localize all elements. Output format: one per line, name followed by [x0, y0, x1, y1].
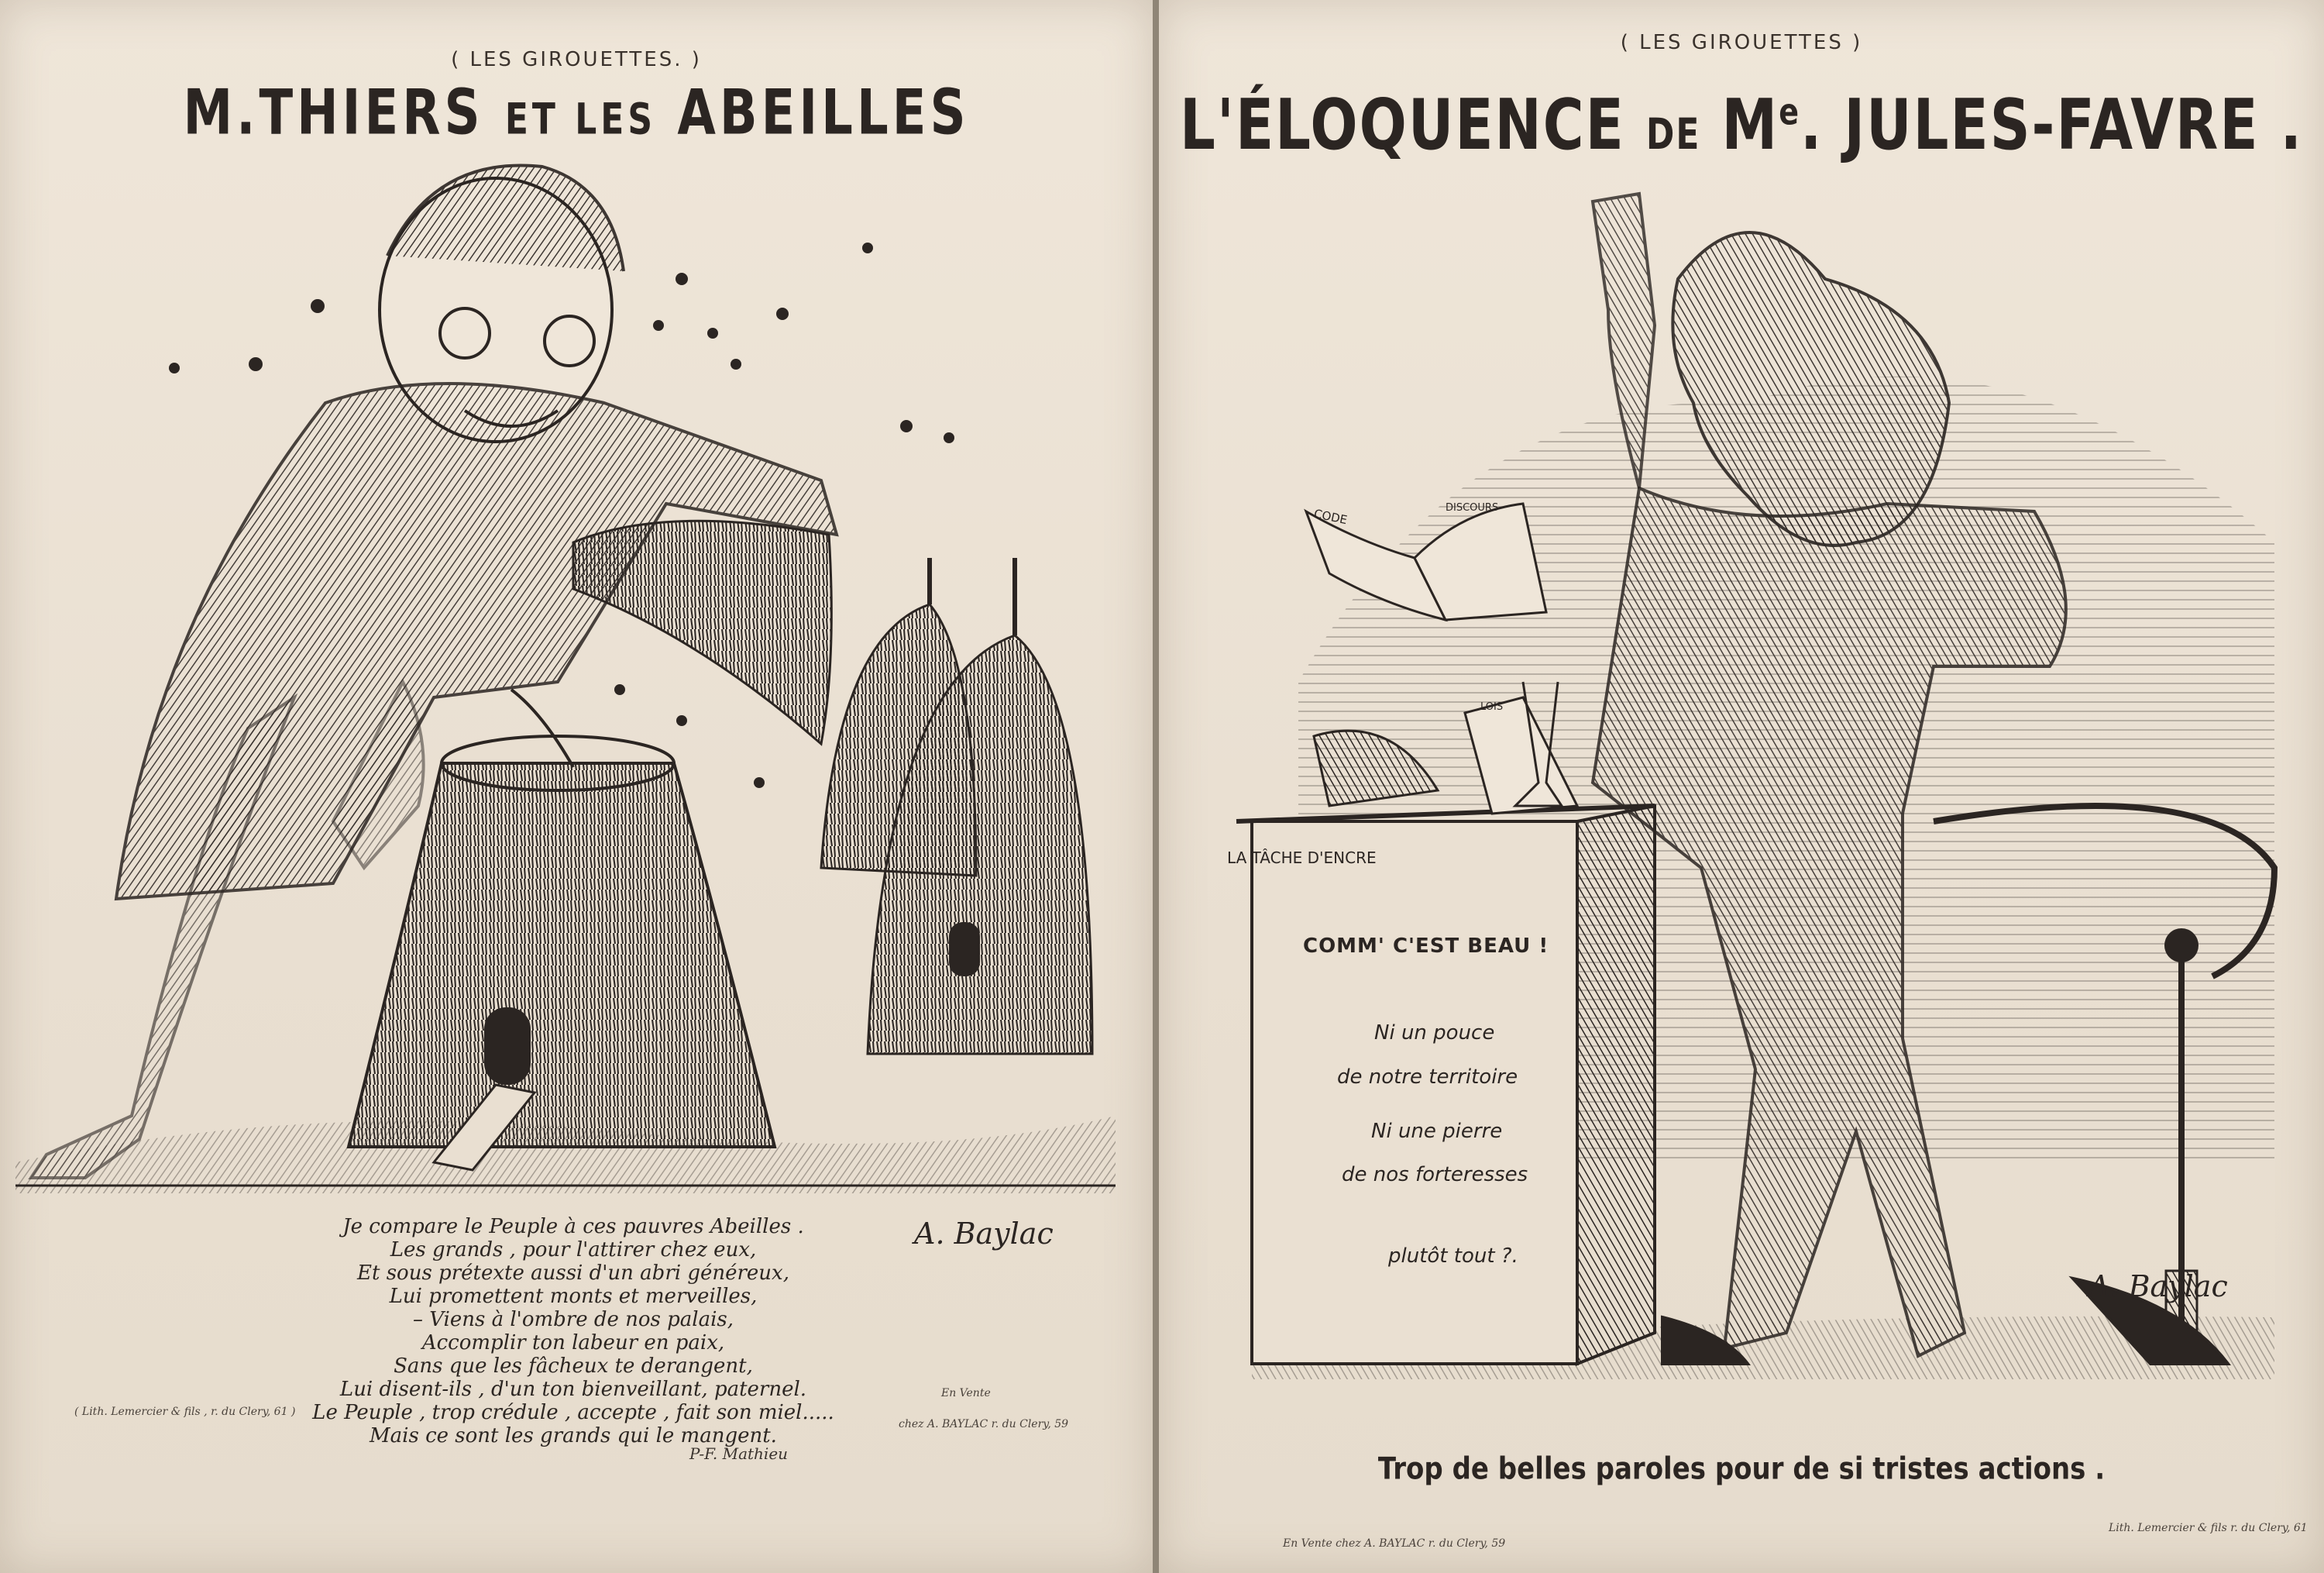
- poem-line: Je compare le Peuple à ces pauvres Abeilles .: [342, 1215, 804, 1238]
- left-title-part2: ABEILLES: [677, 77, 970, 150]
- paper-label: DISCOURS: [1446, 502, 1499, 514]
- poem-line: Et sous prétexte aussi d'un abri généreux,: [357, 1261, 789, 1285]
- poem-line: Les grands , pour l'attirer chez eux,: [390, 1238, 757, 1261]
- left-poem: [294, 1215, 852, 1447]
- right-title-part2: M: [1721, 84, 1779, 165]
- left-imprint-lithographer: ( Lith. Lemercier & fils , r. du Clery, 61 ): [74, 1406, 296, 1418]
- jules-favre-illustration: [1159, 0, 2324, 1573]
- plaque-line: de notre territoire: [1337, 1065, 1518, 1089]
- right-title-sup: e: [1779, 90, 1800, 133]
- poem-line: Lui disent-ils , d'un ton bienveillant, paternel.: [339, 1378, 807, 1401]
- right-imprint-publisher: En Vente chez A. BAYLAC r. du Clery, 59: [1283, 1537, 1506, 1550]
- right-title-part1: L'ÉLOQUENCE: [1180, 84, 1625, 165]
- plaque-line: Ni une pierre: [1371, 1120, 1503, 1143]
- right-print-sheet: [1159, 0, 2324, 1573]
- plaque-line: Ni un pouce: [1374, 1021, 1495, 1045]
- left-imprint-publisher: chez A. BAYLAC r. du Clery, 59: [899, 1418, 1069, 1430]
- right-title-joiner: DE: [1645, 109, 1701, 160]
- left-imprint-vente: En Vente: [941, 1387, 991, 1399]
- background-beehives: [821, 558, 1092, 1054]
- right-title-end: .: [2280, 84, 2303, 165]
- right-artist-signature: A. Baylac: [2089, 1269, 2228, 1303]
- book-label: CODE: [1312, 506, 1349, 528]
- poem-line: Le Peuple , trop crédule , accepte , fait son miel.....: [312, 1401, 834, 1424]
- poem-line: Sans que les fâcheux te derangent,: [394, 1354, 753, 1378]
- left-series-label: ( LES GIROUETTES. ): [451, 48, 702, 71]
- right-series-label: ( LES GIROUETTES ): [1620, 31, 1863, 54]
- left-print-sheet: [0, 0, 1153, 1573]
- plaque-line: de nos forteresses: [1342, 1163, 1528, 1186]
- plaque-line: plutôt tout ?.: [1388, 1244, 1518, 1268]
- sheet-label: LOIS: [1480, 701, 1504, 713]
- left-title-joiner: ET LES: [504, 95, 657, 145]
- desk-label: LA TÂCHE D'ENCRE: [1227, 848, 1377, 867]
- right-title-part3: . JULES-FAVRE: [1800, 84, 2260, 165]
- poem-line: Mais ce sont les grands qui le mangent.: [370, 1424, 777, 1447]
- left-artist-signature: A. Baylac: [914, 1217, 1054, 1251]
- poem-author: P-F. Mathieu: [689, 1444, 789, 1463]
- poem-line: Accomplir ton labeur en paix,: [421, 1331, 725, 1354]
- right-imprint-lithographer: Lith. Lemercier & fils r. du Clery, 61: [2109, 1522, 2308, 1534]
- poem-line: – Viens à l'ombre de nos palais,: [412, 1308, 734, 1331]
- right-caption: Trop de belles paroles pour de si tristes actions .: [1377, 1451, 2106, 1487]
- plaque-headline: COMM' C'EST BEAU !: [1303, 935, 1549, 958]
- poem-line: Lui promettent monts et merveilles,: [389, 1285, 758, 1308]
- left-title-part1: M.THIERS: [183, 77, 484, 150]
